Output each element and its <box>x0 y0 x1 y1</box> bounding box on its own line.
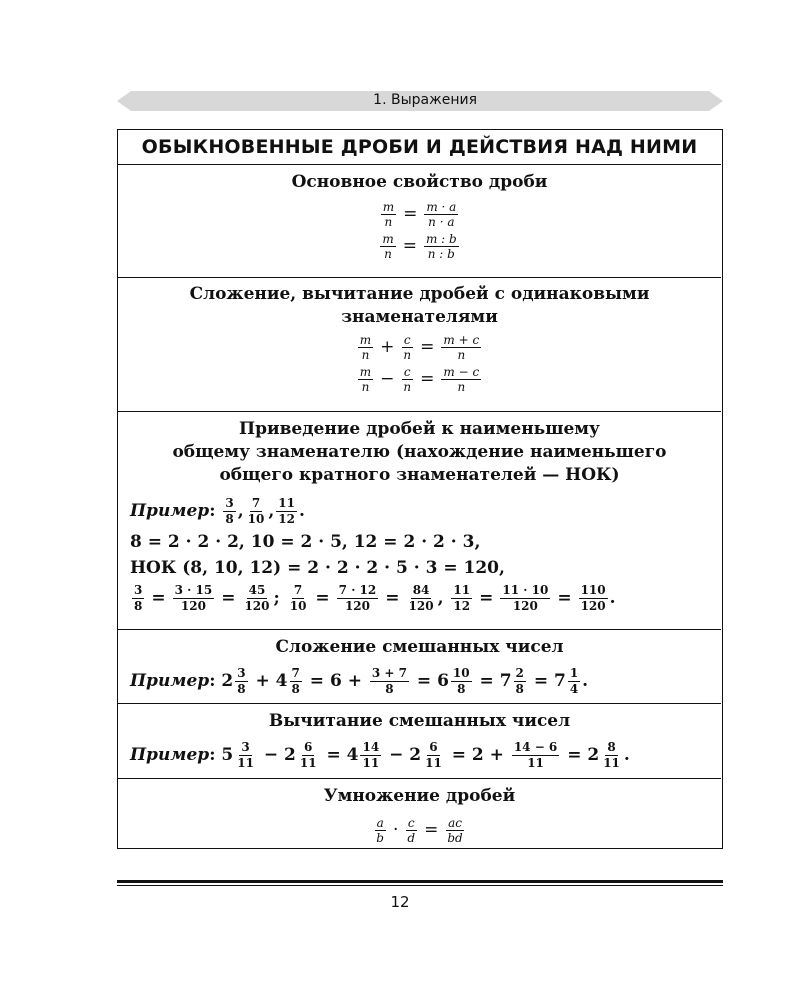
section-basic-property <box>118 165 721 278</box>
section-title-line3: общего кратного знаменателей — НОК) <box>219 465 620 485</box>
section-multiplication <box>118 779 721 847</box>
section-title-line2: знаменателями <box>341 307 498 327</box>
formula: a b · $\frac{c}{d}$ = $\frac{ac}{bd}$ <box>376 815 463 845</box>
formula: m n + $\frac{c}{n}$ = $\frac{m + c}{n}$ <box>359 332 480 362</box>
section-title: Умножение дробей <box>323 786 516 806</box>
converted-fractions-line: $\frac{3}{8}$ = $\frac{3 \cdot 15}{120}$ = $\frac{45}{120}$ ; $\frac{7}{10}$ = $\frac{7 \cdot 12}{120}$ = $\frac{84}{120}$ , $\frac{11}{12}$ = $\frac{11 \cdot 10}{120}$ = $\frac{110}{120}$ . <box>134 582 616 613</box>
section-title: Вычитание смешанных чисел <box>268 711 571 731</box>
table-title-row <box>118 130 721 165</box>
section-mixed-addition <box>118 630 721 704</box>
section-title-line1: Сложение, вычитание дробей с одинаковыми <box>189 284 650 304</box>
formula: m n − $\frac{c}{n}$ = $\frac{m - c}{n}$ <box>359 364 480 394</box>
section-common-denominator <box>118 412 721 630</box>
example-line: Пример : 5 3 11 − 2 $\frac{6}{11}$ = 4 14 11 − 2 $\frac{6}{11}$ = 2 + $\frac{14 - 6}{11}$ = 2 8 11 . <box>130 739 630 770</box>
table-title: ОБЫКНОВЕННЫЕ ДРОБИ И ДЕЙСТВИЯ НАД НИМИ <box>141 136 698 158</box>
page-number: 12 <box>390 893 410 911</box>
example-line: Пример : 3 8 , 7 10 , 11 12 . <box>130 495 305 526</box>
section-same-denominator <box>118 278 721 412</box>
section-mixed-subtraction <box>118 704 721 779</box>
fractions-table <box>117 129 723 849</box>
example-line: Пример : 2 3 8 + 4 $\frac{7}{8}$ = 6 + $\frac{3 + 7}{8}$ = 6 $\frac{10}{8}$ = 7 $\frac{2}{8}$ = 7 1 4 . <box>130 665 589 696</box>
section-title-line1: Приведение дробей к наименьшему <box>239 419 600 439</box>
chapter-header <box>117 89 723 113</box>
section-title: Сложение смешанных чисел <box>275 637 564 657</box>
section-title: Основное свойство дроби <box>291 172 548 192</box>
lcm-line: НОК (8, 10, 12) = 2 · 2 · 2 · 5 · 3 = 120, <box>130 558 505 578</box>
factorization-line: 8 = 2 · 2 · 2, 10 = 2 · 5, 12 = 2 · 2 · 3, <box>130 532 481 552</box>
footer-rule <box>117 880 723 883</box>
formula: $\frac{m}{n}$ = $\frac{m \cdot a}{n \cdot a}$ <box>382 199 457 229</box>
chapter-title: 1. Выражения <box>373 92 477 108</box>
footer-rule-thin <box>117 885 723 886</box>
section-title-line2: общему знаменателю (нахождение наименьшего <box>172 442 667 462</box>
formula: $\frac{m}{n}$ = $\frac{m : b}{n : b}$ <box>382 231 457 261</box>
